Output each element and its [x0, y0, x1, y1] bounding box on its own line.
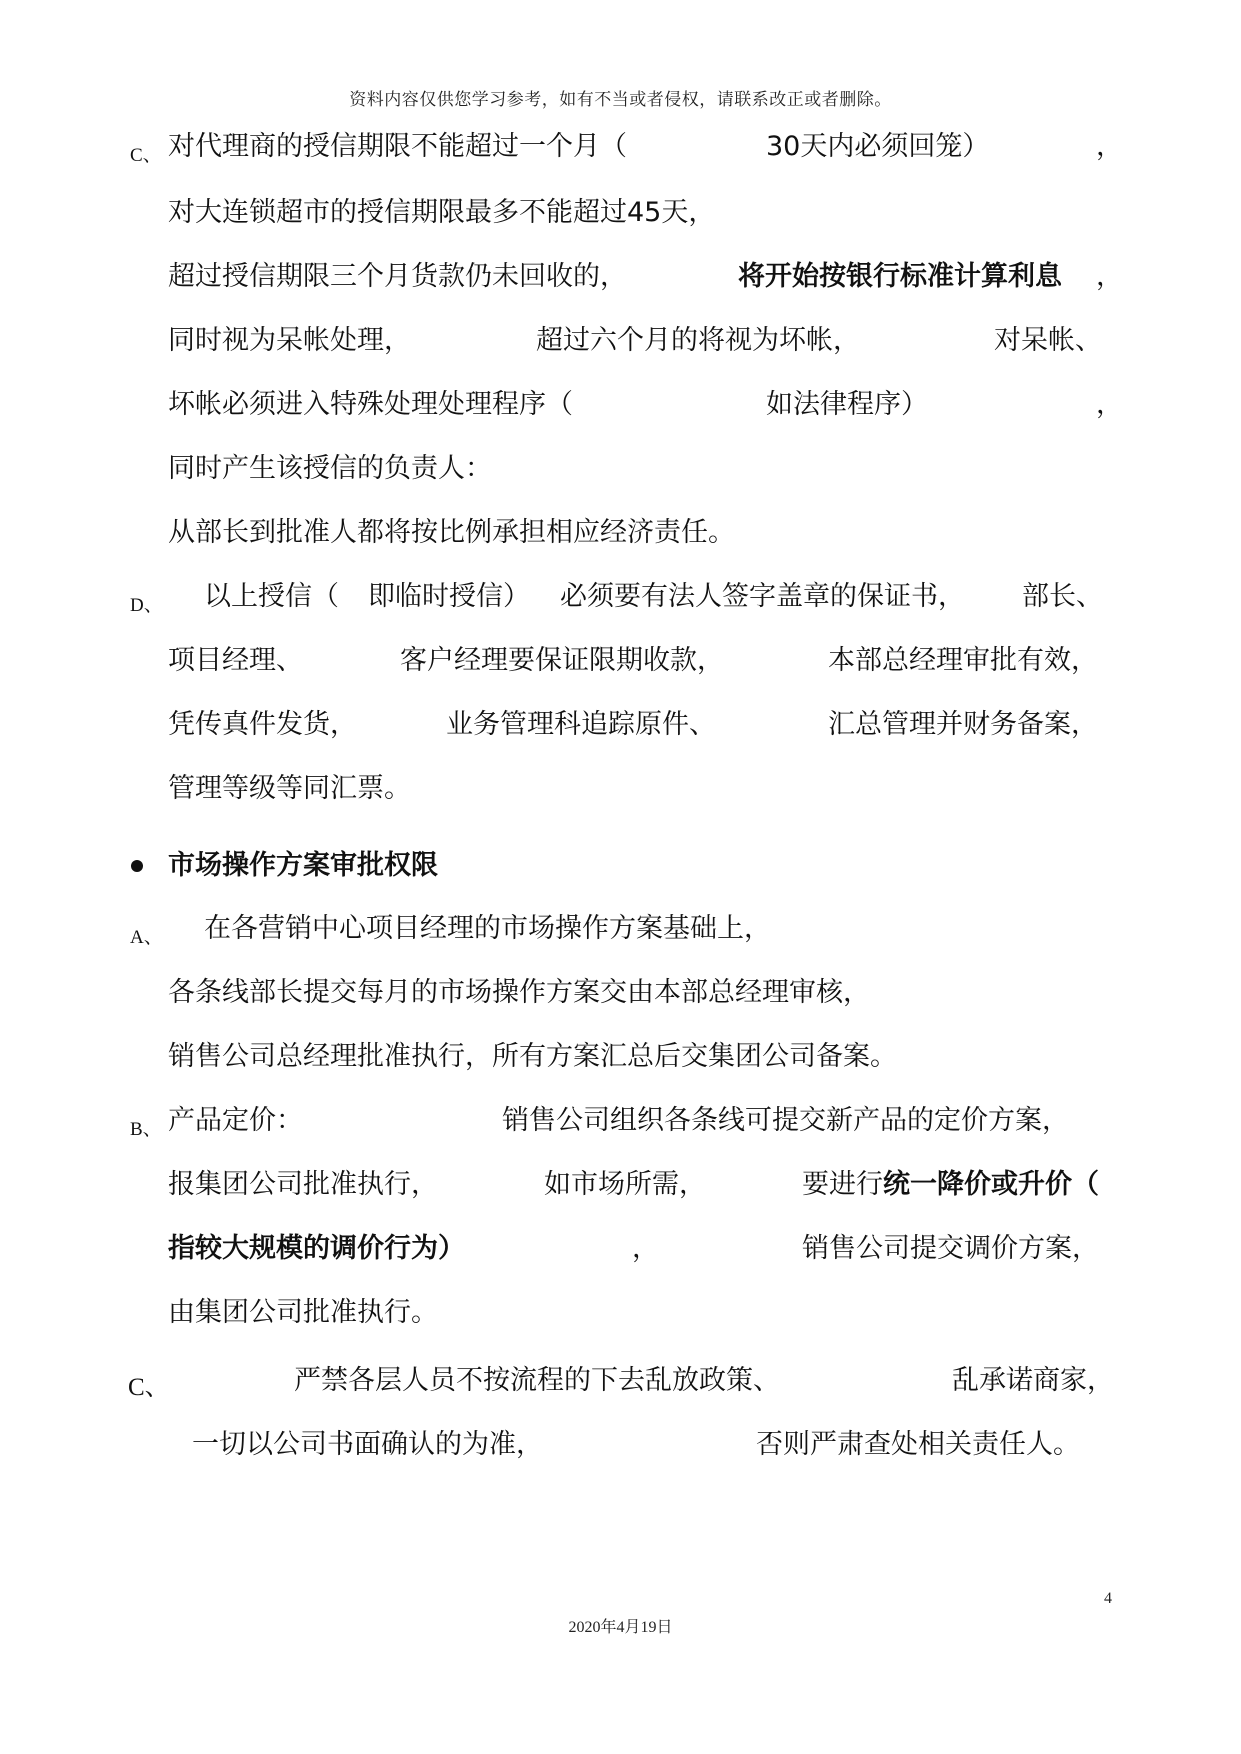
text-segment: 报集团公司批准执行，: [168, 1169, 438, 1200]
text-segment: 销售公司提交调价方案，: [802, 1233, 1099, 1264]
text-segment: 对大连锁超市的授信期限最多不能超过45天，: [168, 197, 716, 228]
text-segment: 在各营销中心项目经理的市场操作方案基础上，: [204, 913, 771, 944]
text-segment: 严禁各层人员不按流程的下去乱放政策、: [294, 1365, 780, 1396]
text-segment: 如市场所需，: [544, 1169, 706, 1200]
text-segment: 坏帐必须进入特殊处理处理程序（: [168, 389, 573, 420]
text-segment: 由集团公司批准执行。: [168, 1297, 438, 1328]
section-b-marker: B、: [130, 1119, 162, 1140]
footer-date: 2020年4月19日: [568, 1619, 673, 1636]
text-segment: 一切以公司书面确认的为准，: [192, 1429, 543, 1460]
text-segment: 汇总管理并财务备案，: [828, 709, 1098, 740]
text-segment: 产品定价：: [168, 1105, 303, 1136]
heading-title: 市场操作方案审批权限: [168, 850, 438, 881]
text-segment: ，: [1096, 131, 1123, 162]
section-c-marker: C、: [130, 145, 162, 166]
text-segment: 否则严肃查处相关责任人。: [756, 1429, 1080, 1460]
bold-text-segment: 指较大规模的调价行为）: [168, 1233, 465, 1264]
text-segment: 同时视为呆帐处理，: [168, 325, 411, 356]
text-segment: 本部总经理审批有效，: [828, 645, 1098, 676]
text-segment: ，: [1096, 389, 1123, 420]
section-d-marker: D、: [130, 595, 163, 616]
text-segment: 以上授信（: [204, 581, 339, 612]
text-segment: 部长、: [1022, 581, 1103, 612]
text-segment: 如法律程序）: [766, 389, 928, 420]
text-segment: 销售公司总经理批准执行，所有方案汇总后交集团公司备案。: [168, 1041, 897, 1072]
bullet-icon: [131, 860, 143, 872]
text-segment: 业务管理科追踪原件、: [446, 709, 716, 740]
text-segment: 销售公司组织各条线可提交新产品的定价方案，: [502, 1105, 1069, 1136]
text-segment: 要进行: [802, 1169, 883, 1200]
text-segment: 对呆帐、: [994, 325, 1102, 356]
text-segment: 对代理商的授信期限不能超过一个月（: [168, 131, 627, 162]
text-segment: 必须要有法人签字盖章的保证书，: [560, 581, 965, 612]
text-segment: 凭传真件发货，: [168, 709, 357, 740]
header-notice: 资料内容仅供您学习参考，如有不当或者侵权，请联系改正或者删除。: [349, 90, 892, 110]
text-segment: 从部长到批准人都将按比例承担相应经济责任。: [168, 517, 735, 548]
text-segment: 乱承诺商家，: [952, 1365, 1114, 1396]
text-segment: 客户经理要保证限期收款，: [400, 645, 724, 676]
text-segment: 超过六个月的将视为坏帐，: [536, 325, 860, 356]
text-segment: ，: [632, 1233, 659, 1264]
section-a-marker: A、: [130, 927, 163, 948]
text-segment: 各条线部长提交每月的市场操作方案交由本部总经理审核，: [168, 977, 870, 1008]
section-c-second-marker: C、: [128, 1374, 170, 1401]
text-segment: 同时产生该授信的负责人：: [168, 453, 492, 484]
bold-text-segment: 统一降价或升价（: [883, 1169, 1099, 1200]
text-segment: 超过授信期限三个月货款仍未回收的，: [168, 261, 627, 292]
text-segment: 项目经理、: [168, 645, 303, 676]
text-segment: 30天内必须回笼）: [766, 131, 990, 162]
text-segment: ，: [1096, 261, 1123, 292]
text-segment: 即临时授信）: [368, 581, 530, 612]
text-segment: 管理等级等同汇票。: [168, 773, 411, 804]
bold-text-segment: 将开始按银行标准计算利息: [738, 261, 1062, 292]
page-number: 4: [1104, 1590, 1112, 1607]
